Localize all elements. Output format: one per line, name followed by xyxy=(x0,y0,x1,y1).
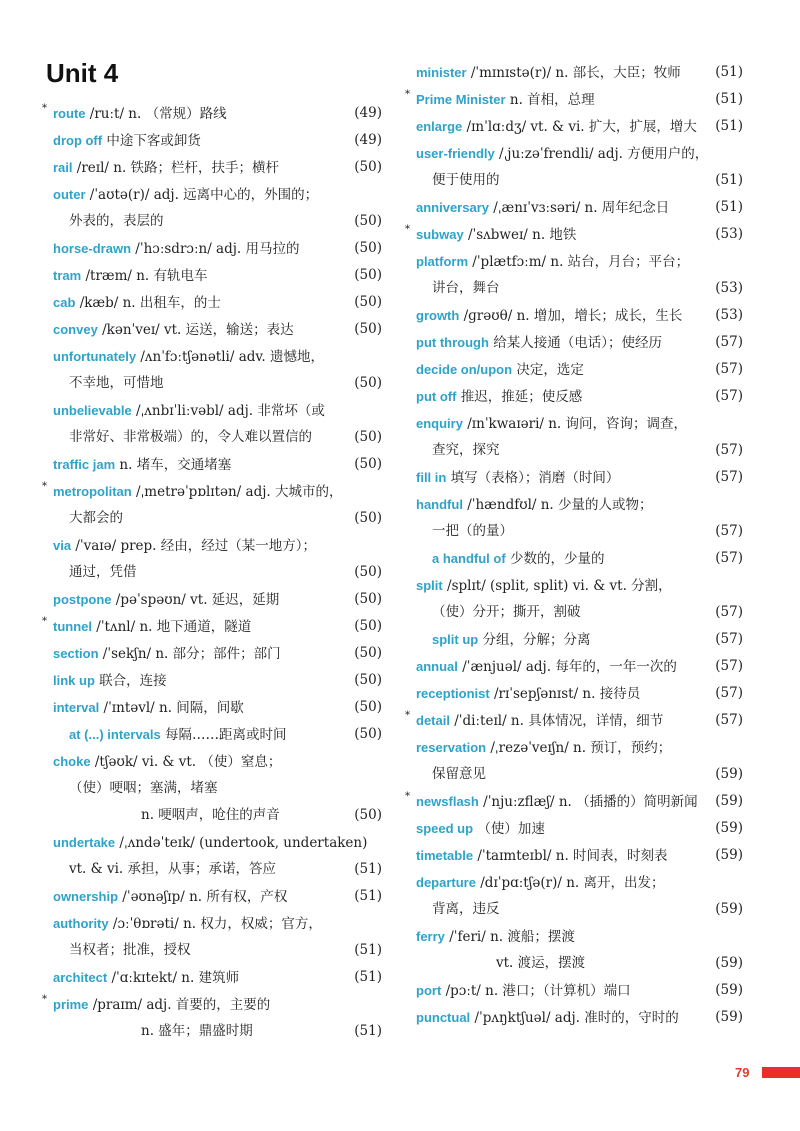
vocab-line xyxy=(409,59,743,86)
definition: 中途下客或卸货 xyxy=(102,133,201,149)
vocab-line xyxy=(46,505,382,532)
page-ref: (59) xyxy=(715,1009,743,1025)
vocab-line xyxy=(46,937,382,964)
page-ref: (51) xyxy=(715,118,743,134)
vocab-line xyxy=(409,869,743,896)
definition: /ˈhɔːsdrɔːn/ adj. 用马拉的 xyxy=(131,241,300,257)
headword: reservation xyxy=(416,740,487,755)
right-column xyxy=(405,59,743,1031)
vocab-line xyxy=(409,491,743,518)
vocab-line xyxy=(46,208,382,235)
page-ref: (50) xyxy=(354,672,382,688)
page-ref: (57) xyxy=(715,658,743,674)
headword: prime xyxy=(53,997,89,1012)
definition: /kæb/ n. 出租车，的士 xyxy=(75,295,221,311)
headword: punctual xyxy=(416,1010,471,1025)
definition: /ˌjuːzəˈfrendli/ adj. 方便用户的， xyxy=(494,146,709,162)
vocab-line xyxy=(46,964,382,991)
definition: /ˈəʊnəʃɪp/ n. 所有权，产权 xyxy=(118,889,288,905)
definition: /ˈplætfɔːm/ n. 站台，月台；平台； xyxy=(468,254,690,270)
definition: /ɪnˈkwaɪəri/ n. 询问，咨询；调查， xyxy=(462,416,688,432)
vocab-line xyxy=(409,356,743,383)
vocab-line xyxy=(409,572,743,599)
vocab-line xyxy=(46,748,382,775)
page-ref: (50) xyxy=(354,618,382,634)
vocab-line xyxy=(409,275,743,302)
vocab-line xyxy=(42,478,382,505)
definition: /ˌænɪˈvɜːsəri/ n. 周年纪念日 xyxy=(489,200,670,216)
vocab-line xyxy=(405,221,743,248)
definition: （使）哽咽；塞满，堵塞 xyxy=(69,780,218,796)
page-ref: (57) xyxy=(715,550,743,566)
headword: minister xyxy=(416,65,467,80)
page-ref: (50) xyxy=(354,267,382,283)
definition: /ɡrəʊθ/ n. 增加，增长；成长，生长 xyxy=(459,308,683,324)
definition: /ˌmetrəˈpɒlɪtən/ adj. 大城市的， xyxy=(131,484,343,500)
vocab-line xyxy=(46,451,382,478)
page-ref: (50) xyxy=(354,510,382,526)
headword: ownership xyxy=(53,889,119,904)
page-ref: (50) xyxy=(354,429,382,445)
page-ref: (57) xyxy=(715,712,743,728)
vocab-line xyxy=(46,532,382,559)
definition: 一把（的量） xyxy=(432,523,513,539)
vocab-line xyxy=(46,559,382,586)
headword: newsflash xyxy=(416,794,479,809)
headword: interval xyxy=(53,700,100,715)
vocab-line xyxy=(409,1004,743,1031)
headword: route xyxy=(53,106,86,121)
star-marker: * xyxy=(42,616,47,627)
vocab-line xyxy=(46,289,382,316)
vocab-line xyxy=(405,86,743,113)
headword: fill in xyxy=(416,470,447,485)
page-ref: (51) xyxy=(715,199,743,215)
vocab-line xyxy=(46,316,382,343)
headword: handful xyxy=(416,497,463,512)
star-marker: * xyxy=(405,224,410,235)
headword: outer xyxy=(53,187,86,202)
headword: enquiry xyxy=(416,416,463,431)
definition: 讲台，舞台 xyxy=(432,280,500,296)
headword: postpone xyxy=(53,592,112,607)
vocab-line xyxy=(409,167,743,194)
page-ref: (53) xyxy=(715,307,743,323)
page-ref: (53) xyxy=(715,226,743,242)
vocab-line xyxy=(409,383,743,410)
definition: /tʃəʊk/ vi. & vt. （使）窒息； xyxy=(90,754,282,770)
vocab-line xyxy=(409,194,743,221)
page-ref: (59) xyxy=(715,955,743,971)
definition: /ˈɪntəvl/ n. 间隔，间歇 xyxy=(99,700,244,716)
vocab-line xyxy=(409,923,743,950)
vocab-line xyxy=(405,788,743,815)
definition: /ˈtʌnl/ n. 地下通道，隧道 xyxy=(92,619,252,635)
definition: /ˈvaɪə/ prep. 经由，经过（某一地方）； xyxy=(71,538,317,554)
definition: /ˈsʌbweɪ/ n. 地铁 xyxy=(463,227,577,243)
definition: 决定，选定 xyxy=(512,362,584,378)
vocab-line xyxy=(46,802,382,829)
definition: /ˌrezəˈveɪʃn/ n. 预订，预约； xyxy=(486,740,672,756)
headword: Prime Minister xyxy=(416,92,506,107)
definition: /ˌʌndəˈteɪk/ (undertook, undertaken) xyxy=(115,835,368,851)
vocab-line xyxy=(405,707,743,734)
page-ref: (51) xyxy=(354,942,382,958)
vocab-line xyxy=(42,100,382,127)
vocab-line xyxy=(409,680,743,707)
headword: ferry xyxy=(416,929,445,944)
page-ref: (59) xyxy=(715,793,743,809)
definition: /ruːt/ n. （常规）路线 xyxy=(85,106,227,122)
unit-title: Unit 4 xyxy=(46,58,119,88)
definition: /ʌnˈfɔːtʃənətli/ adv. 遗憾地， xyxy=(136,349,325,365)
definition: /ˈsekʃn/ n. 部分；部件；部门 xyxy=(98,646,281,662)
headword: via xyxy=(53,538,72,553)
vocab-line xyxy=(46,127,382,154)
vocab-line xyxy=(409,329,743,356)
vocab-line xyxy=(46,154,382,181)
headword: unfortunately xyxy=(53,349,137,364)
page-ref: (59) xyxy=(715,847,743,863)
definition: /praɪm/ adj. 首要的，主要的 xyxy=(88,997,271,1013)
vocab-line xyxy=(46,640,382,667)
vocab-line xyxy=(409,545,743,572)
definition: （使）分开；撕开，割破 xyxy=(432,604,581,620)
vocab-line xyxy=(46,262,382,289)
headword: convey xyxy=(53,322,98,337)
vocab-line xyxy=(46,775,382,802)
definition: /ˈmɪnɪstə(r)/ n. 部长，大臣；牧师 xyxy=(466,65,681,81)
page-ref: (50) xyxy=(354,564,382,580)
definition: 联合，连接 xyxy=(94,673,167,689)
headword: put through xyxy=(416,335,489,350)
definition: 保留意见 xyxy=(432,766,486,782)
definition: /reɪl/ n. 铁路；栏杆，扶手；横杆 xyxy=(72,160,280,176)
page-ref: (50) xyxy=(354,456,382,472)
page-ref: (50) xyxy=(354,375,382,391)
definition: n. 堵车，交通堵塞 xyxy=(115,457,232,473)
definition: /ˈpʌŋktʃuəl/ adj. 准时的，守时的 xyxy=(470,1010,679,1026)
page-ref: (51) xyxy=(354,861,382,877)
vocab-line xyxy=(409,113,743,140)
page-ref: (57) xyxy=(715,631,743,647)
vocab-line xyxy=(409,302,743,329)
definition: 少数的，少量的 xyxy=(505,551,605,567)
headword: anniversary xyxy=(416,200,489,215)
vocab-line xyxy=(409,626,743,653)
headword: split up xyxy=(432,632,479,647)
headword: growth xyxy=(416,308,460,323)
headword: subway xyxy=(416,227,464,242)
vocab-line xyxy=(46,586,382,613)
vocab-line xyxy=(409,599,743,626)
vocab-line xyxy=(409,410,743,437)
vocab-line xyxy=(409,815,743,842)
page-ref: (49) xyxy=(354,132,382,148)
vocab-line xyxy=(409,518,743,545)
definition: /pɔːt/ n. 港口；（计算机）端口 xyxy=(441,983,631,999)
definition: /pəˈspəʊn/ vt. 延迟，延期 xyxy=(111,592,280,608)
definition: 外表的，表层的 xyxy=(69,213,164,229)
page-ref: (59) xyxy=(715,982,743,998)
vocab-line xyxy=(46,910,382,937)
vocab-line xyxy=(409,842,743,869)
definition: 填写（表格）；消磨（时间） xyxy=(446,470,620,486)
headword: rail xyxy=(53,160,73,175)
page-ref: (50) xyxy=(354,591,382,607)
headword: cab xyxy=(53,295,76,310)
star-marker: * xyxy=(42,103,47,114)
headword: enlarge xyxy=(416,119,463,134)
headword: user-friendly xyxy=(416,146,495,161)
page-number: 79 xyxy=(735,1065,750,1080)
headword: at (...) intervals xyxy=(69,727,161,742)
star-marker: * xyxy=(405,710,410,721)
headword: traffic jam xyxy=(53,457,116,472)
vocab-line xyxy=(409,896,743,923)
definition: 便于使用的 xyxy=(432,172,500,188)
definition: /ˈænjuəl/ adj. 每年的，一年一次的 xyxy=(457,659,677,675)
headword: a handful of xyxy=(432,551,506,566)
vocab-line xyxy=(42,991,382,1018)
definition: 分组，分解；分离 xyxy=(478,632,591,648)
vocab-line xyxy=(46,829,382,856)
page-ref: (50) xyxy=(354,240,382,256)
definition: /rɪˈsepʃənɪst/ n. 接待员 xyxy=(489,686,641,702)
left-column xyxy=(42,100,382,1045)
definition: /ˈferi/ n. 渡船；摆渡 xyxy=(444,929,575,945)
definition: /ˈaʊtə(r)/ adj. 远离中心的，外围的； xyxy=(85,187,319,203)
page-ref: (57) xyxy=(715,388,743,404)
vocab-line xyxy=(409,248,743,275)
page-ref: (51) xyxy=(715,64,743,80)
headword: speed up xyxy=(416,821,474,836)
definition: vt. & vi. 承担，从事；承诺，答应 xyxy=(69,861,276,877)
vocab-line xyxy=(46,883,382,910)
page-ref: (53) xyxy=(715,280,743,296)
page-ref: (57) xyxy=(715,469,743,485)
definition: /ˈdiːteɪl/ n. 具体情况，详情，细节 xyxy=(449,713,664,729)
vocab-line xyxy=(409,140,743,167)
definition: vt. 渡运，摆渡 xyxy=(496,955,586,971)
page-ref: (50) xyxy=(354,159,382,175)
definition: 通过，凭借 xyxy=(69,564,137,580)
headword: receptionist xyxy=(416,686,490,701)
definition: /splɪt/ (split, split) vi. & vt. 分割， xyxy=(442,578,672,594)
definition: /ˈhændfʊl/ n. 少量的人或物； xyxy=(462,497,653,513)
page-ref: (50) xyxy=(354,807,382,823)
vocab-line xyxy=(409,437,743,464)
definition: 不幸地，可惜地 xyxy=(69,375,164,391)
headword: tram xyxy=(53,268,82,283)
headword: tunnel xyxy=(53,619,92,634)
page-ref: (50) xyxy=(354,726,382,742)
page-ref: (57) xyxy=(715,442,743,458)
headword: split xyxy=(416,578,443,593)
page-ref: (50) xyxy=(354,213,382,229)
vocab-line xyxy=(46,235,382,262)
vocab-line xyxy=(409,464,743,491)
definition: /ˌʌnbɪˈliːvəbl/ adj. 非常坏（或 xyxy=(131,403,325,419)
definition: 给某人接通（电话）；使经历 xyxy=(488,335,662,351)
vocab-line xyxy=(409,653,743,680)
vocab-line xyxy=(46,721,382,748)
vocab-line xyxy=(46,1018,382,1045)
vocab-line xyxy=(46,424,382,451)
definition: 查究，探究 xyxy=(432,442,500,458)
definition: /ˈɑːkɪtekt/ n. 建筑师 xyxy=(107,970,240,986)
headword: section xyxy=(53,646,99,661)
definition: 背离，违反 xyxy=(432,901,500,917)
headword: port xyxy=(416,983,442,998)
page-ref: (50) xyxy=(354,645,382,661)
star-marker: * xyxy=(405,791,410,802)
definition: n. 哽咽声，呛住的声音 xyxy=(141,807,280,823)
vocab-line xyxy=(409,977,743,1004)
vocab-line xyxy=(42,613,382,640)
headword: horse-drawn xyxy=(53,241,132,256)
definition: n. 首相，总理 xyxy=(505,92,595,108)
page-ref: (57) xyxy=(715,685,743,701)
headword: decide on/upon xyxy=(416,362,513,377)
headword: unbelievable xyxy=(53,403,132,418)
page-ref: (51) xyxy=(354,1023,382,1039)
definition: /dɪˈpɑːtʃə(r)/ n. 离开，出发； xyxy=(475,875,665,891)
vocab-line xyxy=(409,761,743,788)
page-ref: (59) xyxy=(715,766,743,782)
definition: （使）加速 xyxy=(473,821,545,837)
vocab-line xyxy=(46,343,382,370)
page-ref: (50) xyxy=(354,294,382,310)
page-ref: (57) xyxy=(715,604,743,620)
definition: /ɔːˈθɒrəti/ n. 权力，权威；官方， xyxy=(108,916,322,932)
definition: 每隔……距离或时间 xyxy=(160,727,287,743)
headword: link up xyxy=(53,673,95,688)
headword: metropolitan xyxy=(53,484,132,499)
vocab-line xyxy=(409,950,743,977)
vocab-line xyxy=(409,734,743,761)
definition: /kənˈveɪ/ vt. 运送，输送；表达 xyxy=(97,322,294,338)
definition: 大都会的 xyxy=(69,510,123,526)
headword: drop off xyxy=(53,133,103,148)
page-number-bar xyxy=(762,1067,800,1078)
definition: 非常好、非常极端）的，令人难以置信的 xyxy=(69,429,312,445)
definition: /ˈnjuːzflæʃ/ n. （插播的）简明新闻 xyxy=(478,794,698,810)
headword: departure xyxy=(416,875,476,890)
vocab-line xyxy=(46,370,382,397)
headword: annual xyxy=(416,659,458,674)
page-ref: (50) xyxy=(354,321,382,337)
headword: put off xyxy=(416,389,457,404)
vocab-line xyxy=(46,667,382,694)
vocab-line xyxy=(46,181,382,208)
headword: authority xyxy=(53,916,109,931)
page-ref: (51) xyxy=(354,969,382,985)
page-ref: (51) xyxy=(715,172,743,188)
headword: choke xyxy=(53,754,91,769)
star-marker: * xyxy=(42,994,47,1005)
definition: 推迟，推延；使反感 xyxy=(456,389,583,405)
page-ref: (50) xyxy=(354,699,382,715)
definition: /træm/ n. 有轨电车 xyxy=(81,268,208,284)
vocab-line xyxy=(46,856,382,883)
headword: architect xyxy=(53,970,108,985)
page-ref: (59) xyxy=(715,901,743,917)
page-ref: (51) xyxy=(354,888,382,904)
definition: n. 盛年；鼎盛时期 xyxy=(141,1023,253,1039)
page-ref: (49) xyxy=(354,105,382,121)
page-ref: (59) xyxy=(715,820,743,836)
star-marker: * xyxy=(405,89,410,100)
headword: timetable xyxy=(416,848,474,863)
page-ref: (57) xyxy=(715,334,743,350)
page-ref: (57) xyxy=(715,523,743,539)
vocab-line xyxy=(46,694,382,721)
page-ref: (57) xyxy=(715,361,743,377)
headword: detail xyxy=(416,713,450,728)
headword: platform xyxy=(416,254,468,269)
vocab-line xyxy=(46,397,382,424)
headword: undertake xyxy=(53,835,116,850)
definition: 当权者；批准，授权 xyxy=(69,942,191,958)
page-ref: (51) xyxy=(715,91,743,107)
definition: /ɪnˈlɑːdʒ/ vt. & vi. 扩大，扩展，增大 xyxy=(462,119,697,135)
definition: /ˈtaɪmteɪbl/ n. 时间表，时刻表 xyxy=(473,848,668,864)
star-marker: * xyxy=(42,481,47,492)
